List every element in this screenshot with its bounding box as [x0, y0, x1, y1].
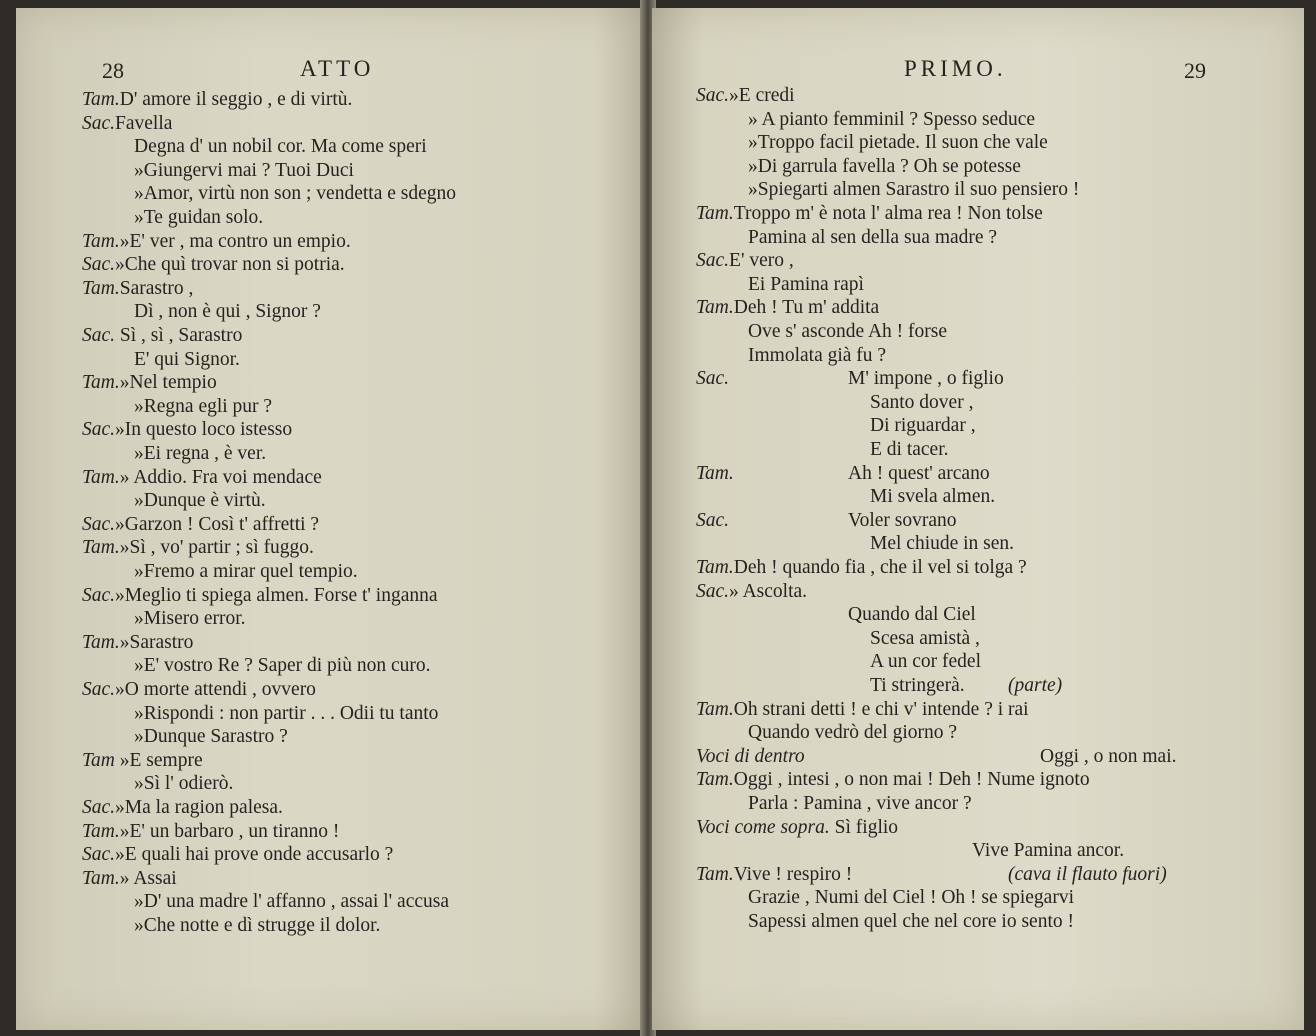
verse-text: Voler sovrano — [848, 509, 957, 531]
verse-text: »Giungervi mai ? Tuoi Duci — [134, 159, 354, 181]
text-line — [696, 910, 1074, 934]
speaker-label: Sac. — [82, 679, 116, 700]
text-line — [696, 226, 997, 250]
text-line — [696, 886, 1074, 910]
text-line — [696, 84, 795, 108]
speaker-label: Tam. — [82, 867, 120, 889]
text-line — [82, 182, 456, 206]
text-line — [82, 112, 172, 136]
speaker-label: Sac. — [82, 112, 116, 134]
text-line — [696, 532, 1014, 556]
verse-text: »Garzon ! Così t' affretti ? — [115, 513, 320, 535]
verse-text: »E' vostro Re ? Saper di più non curo. — [134, 655, 431, 677]
verse-text: » Addio. Fra voi mendace — [119, 466, 322, 488]
text-line — [82, 772, 233, 796]
text-line — [696, 839, 1124, 863]
text-line — [696, 650, 981, 674]
stage-direction: (parte) — [1008, 675, 1063, 696]
verse-text: Favella — [115, 112, 173, 134]
text-line — [696, 485, 995, 509]
verse-text: Troppo m' è nota l' alma rea ! Non tolse — [733, 203, 1043, 224]
verse-text: »Meglio ti spiega almen. Forse t' inganna — [115, 584, 438, 606]
speaker-label: Sac. — [82, 844, 116, 866]
verse-text: »Che notte e dì strugge il dolor. — [134, 915, 381, 936]
speaker-label: Tam. — [82, 820, 120, 842]
verse-text: Deh ! quando fia , che il vel si tolga ? — [733, 557, 1027, 578]
page-number: 29 — [1184, 58, 1206, 83]
text-line — [82, 749, 203, 773]
text-line — [82, 536, 314, 560]
left-page — [16, 8, 644, 1030]
text-line — [82, 348, 240, 372]
verse-text: Oh strani detti ! e chi v' intende ? i rai — [733, 698, 1029, 720]
text-line — [82, 607, 246, 631]
verse-text: »Ei regna , è ver. — [134, 443, 267, 464]
verse-text: »O morte attendi , ovvero — [115, 679, 316, 700]
verse-text: »Regna egli pur ? — [134, 395, 273, 417]
verse-text: »Nel tempio — [119, 372, 217, 394]
speaker-label: Sac. — [82, 254, 116, 276]
speaker-label: Tam. — [696, 203, 734, 224]
running-head: PRIMO. — [904, 56, 1007, 81]
text-line — [82, 442, 266, 466]
verse-text: » Ascolta. — [729, 580, 808, 602]
text-line — [82, 631, 193, 655]
text-line — [82, 159, 354, 183]
speaker-label: Tam. — [696, 863, 734, 885]
verse-text: Quando vedrò del giorno ? — [748, 722, 958, 744]
speaker-label: Sac. — [82, 325, 116, 346]
text-line — [696, 816, 898, 840]
verse-text: »Fremo a mirar quel tempio. — [134, 561, 358, 582]
text-line — [82, 654, 431, 678]
verse-text: Deh ! Tu m' addita — [733, 297, 880, 319]
speaker-label: Sac. — [696, 250, 730, 272]
verse-text: Ei Pamina rapì — [748, 273, 864, 295]
page-number: 28 — [102, 58, 124, 83]
text-line — [696, 438, 949, 462]
verse-text: »E' un barbaro , un tiranno ! — [119, 820, 340, 842]
text-line — [82, 702, 438, 726]
text-line — [696, 721, 957, 745]
text-line — [696, 155, 1021, 179]
verse-text: Sarastro , — [119, 277, 194, 299]
verse-text: » A pianto femminil ? Spesso seduce — [748, 108, 1036, 130]
running-head: ATTO — [300, 56, 375, 81]
speaker-label: Tam. — [82, 537, 120, 559]
verse-text: »E sempre — [114, 749, 203, 771]
text-line — [696, 391, 973, 415]
speaker-label: Tam. — [696, 698, 734, 720]
text-line — [696, 627, 980, 651]
text-line — [696, 863, 1167, 887]
text-line — [696, 320, 947, 344]
text-line — [82, 489, 266, 513]
text-line — [696, 273, 864, 297]
text-line — [696, 556, 1027, 580]
text-line — [82, 300, 321, 324]
verse-text: E' vero , — [729, 250, 794, 272]
verse-text: »In questo loco istesso — [115, 419, 293, 441]
speaker-label: Sac. — [82, 584, 116, 606]
text-line — [696, 249, 794, 273]
verse-text: Pamina al sen della sua madre ? — [748, 226, 998, 248]
verse-text: M' impone , o figlio — [848, 368, 1004, 390]
verse-text: Oggi , intesi , o non mai ! Deh ! Nume ignoto — [733, 769, 1090, 791]
verse-text: »Spiegarti almen Sarastro il suo pensiero ! — [748, 179, 1080, 201]
text-line — [82, 277, 193, 301]
speaker-label: Tam. — [696, 297, 734, 319]
verse-text: »E quali hai prove onde accusarlo ? — [115, 844, 394, 866]
verse-text: Sì figlio — [829, 816, 899, 838]
verse-text: »Rispondi : non partir . . . Odii tu tanto — [134, 702, 439, 724]
verse-text: »Dunque è virtù. — [134, 490, 266, 512]
text-line — [696, 344, 886, 368]
speaker-label: Sac. — [696, 85, 730, 106]
verse-text: Ti stringerà. — [870, 675, 965, 696]
text-line — [696, 202, 1043, 226]
verse-text: Ah ! quest' arcano — [848, 462, 990, 484]
text-line — [82, 725, 288, 749]
verse-text: Dì , non è qui , Signor ? — [134, 301, 321, 323]
speaker-label: Sac. — [82, 419, 116, 441]
verse-text: Quando dal Ciel — [848, 604, 976, 626]
speaker-label: Tam. — [696, 769, 734, 791]
text-line — [696, 580, 807, 604]
text-line — [696, 108, 1035, 132]
text-line — [696, 367, 1004, 391]
text-line — [696, 745, 1177, 769]
verse-text: »D' una madre l' affanno , assai l' accusa — [134, 891, 450, 913]
verse-text: Degna d' un nobil cor. Ma come speri — [134, 136, 427, 158]
speaker-label: Tam. — [82, 277, 120, 299]
text-line — [82, 843, 393, 867]
verse-text: Oggi , o non mai. — [1040, 745, 1177, 767]
text-line — [82, 678, 316, 702]
verse-text: »Te guidan solo. — [134, 207, 264, 228]
text-line — [82, 395, 272, 419]
speaker-label: Sac. — [82, 513, 116, 535]
verse-text: »Di garrula favella ? Oh se potesse — [748, 155, 1021, 177]
verse-text: »Troppo facil pietade. Il suon che vale — [748, 132, 1048, 154]
verse-text: »Sì l' odierò. — [134, 773, 234, 795]
verse-text: »E credi — [729, 85, 795, 106]
stage-direction: (cava il flauto fuori) — [1008, 863, 1167, 885]
text-line — [82, 135, 427, 159]
speaker-label: Tam. — [696, 462, 734, 484]
speaker-label: Tam. — [82, 466, 120, 488]
speaker-label: Sac. — [82, 797, 116, 818]
speaker-label: Tam. — [82, 631, 120, 653]
speaker-label: Sac. — [696, 580, 730, 602]
text-line — [696, 603, 976, 627]
verse-text: Sì , sì , Sarastro — [115, 325, 243, 346]
text-line — [696, 131, 1048, 155]
text-line — [696, 674, 1063, 698]
verse-text: Sapessi almen quel che nel core io sento ! — [748, 911, 1074, 932]
text-line — [82, 230, 351, 254]
verse-text: Ove s' asconde Ah ! forse — [748, 321, 947, 342]
verse-text: »Sì , vo' partir ; sì fuggo. — [119, 537, 314, 559]
verse-text: »E' ver , ma contro un empio. — [119, 230, 351, 252]
speaker-label: Sac. — [696, 509, 730, 531]
verse-text: E' qui Signor. — [134, 348, 240, 370]
text-line — [82, 584, 438, 608]
text-line — [82, 371, 217, 395]
text-line — [82, 253, 345, 277]
speaker-label: Tam. — [82, 372, 120, 394]
text-line — [82, 513, 319, 537]
verse-text: E di tacer. — [870, 439, 949, 460]
speaker-label: Tam. — [82, 89, 120, 110]
text-line — [696, 296, 879, 320]
verse-text: Di riguardar , — [870, 415, 976, 437]
text-line — [82, 867, 177, 891]
verse-text: »Che quì trovar non si potria. — [115, 254, 345, 276]
verse-text: Vive Pamina ancor. — [972, 840, 1125, 862]
verse-text: Mel chiude in sen. — [870, 533, 1015, 555]
right-page — [652, 8, 1304, 1030]
speaker-label: Tam — [82, 749, 115, 771]
verse-text: Vive ! respiro ! — [733, 863, 853, 885]
text-line — [82, 560, 358, 584]
verse-text: » Assai — [119, 867, 177, 889]
text-line — [696, 792, 972, 816]
text-line — [82, 914, 380, 938]
text-line — [82, 890, 449, 914]
speaker-label: Voci come sopra. — [696, 816, 830, 838]
text-line — [696, 768, 1090, 792]
speaker-label: Tam. — [82, 230, 120, 252]
verse-text: Grazie , Numi del Ciel ! Oh ! se spiegarvi — [748, 887, 1074, 909]
verse-text: Mi svela almen. — [870, 486, 996, 508]
verse-text: A un cor fedel — [870, 651, 982, 673]
verse-text: Santo dover , — [870, 391, 974, 413]
verse-text: Parla : Pamina , vive ancor ? — [748, 793, 972, 814]
speaker-label: Sac. — [696, 368, 730, 390]
verse-text: Immolata già fu ? — [748, 344, 887, 366]
text-line — [82, 418, 292, 442]
text-line — [82, 206, 263, 230]
text-line — [82, 466, 322, 490]
verse-text: »Dunque Sarastro ? — [134, 726, 288, 748]
verse-text: »Ma la ragion palesa. — [115, 797, 283, 818]
verse-text: »Amor, virtù non son ; vendetta e sdegno — [134, 183, 456, 205]
verse-text: D' amore il seggio , e di virtù. — [119, 89, 353, 110]
text-line — [696, 509, 957, 533]
text-line — [82, 88, 352, 112]
speaker-label: Voci di dentro — [696, 745, 805, 767]
verse-text: »Sarastro — [119, 631, 194, 653]
text-line — [82, 796, 283, 820]
text-line — [82, 324, 242, 348]
verse-text: »Misero error. — [134, 608, 246, 630]
text-line — [82, 820, 339, 844]
text-line — [696, 178, 1079, 202]
text-line — [696, 698, 1029, 722]
speaker-label: Tam. — [696, 557, 734, 578]
text-line — [696, 414, 976, 438]
verse-text: Scesa amistà , — [870, 627, 980, 649]
text-line — [696, 462, 990, 486]
